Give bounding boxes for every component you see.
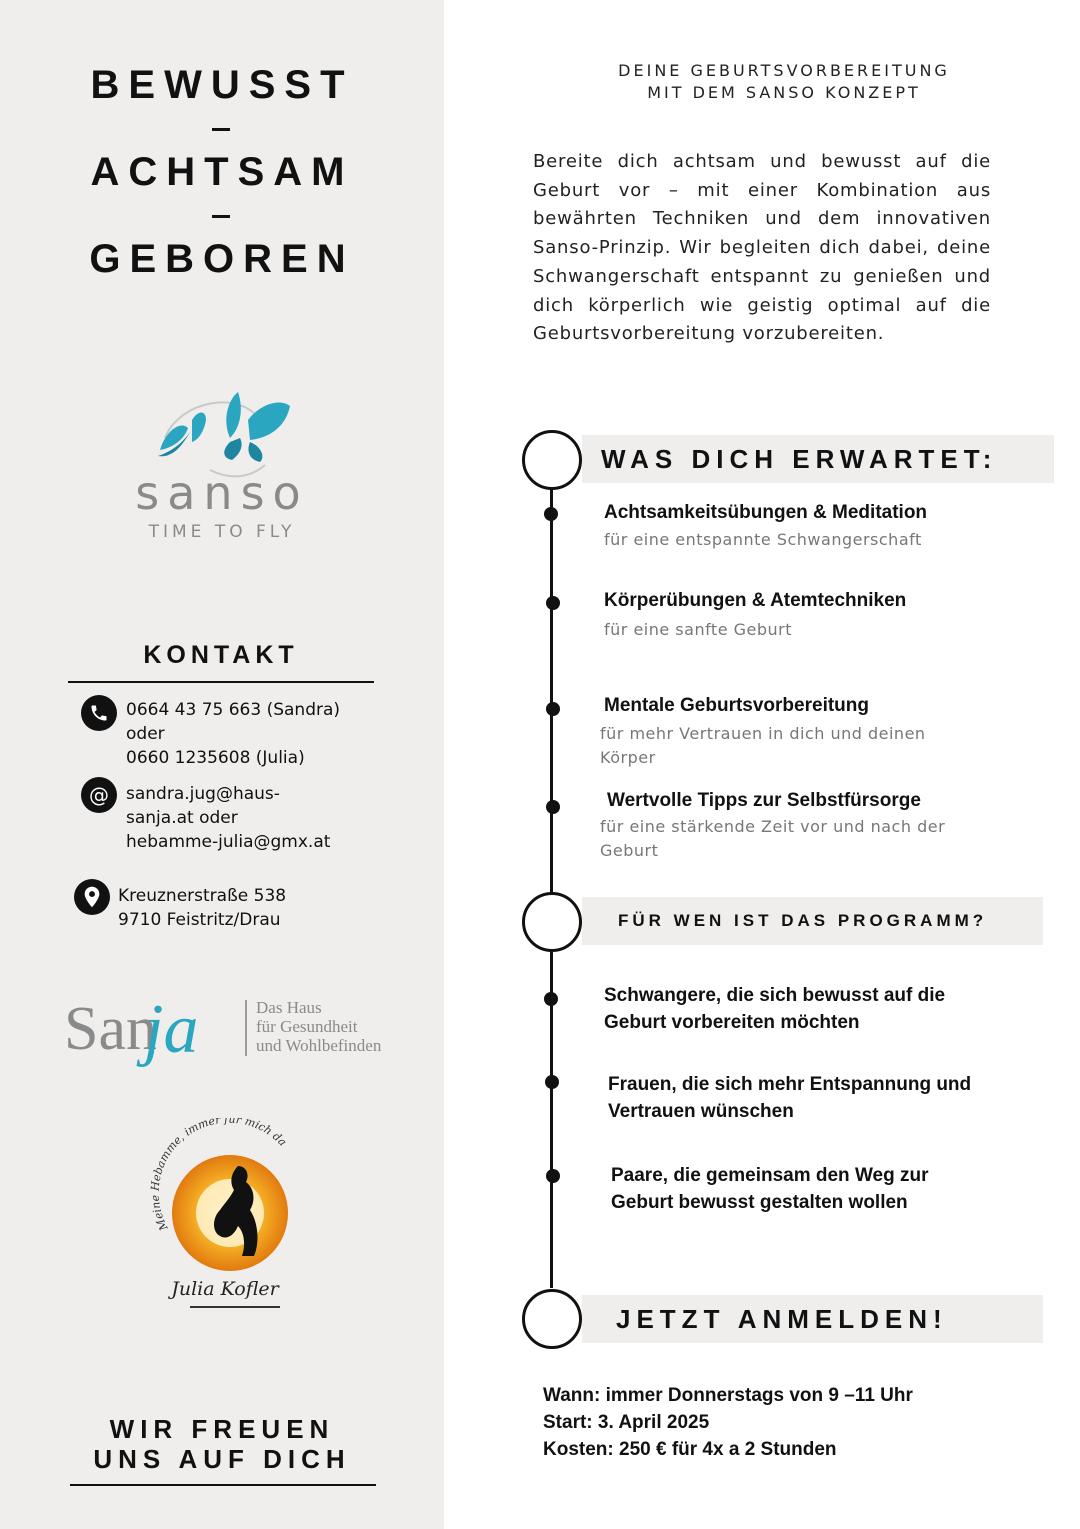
timeline-dot — [546, 1169, 560, 1183]
registration-info — [543, 1382, 913, 1463]
audience-item: Frauen, die sich mehr Entspannung und Vertrauen wünschen — [608, 1074, 972, 1122]
item-subtitle: für eine sanfte Geburt — [604, 620, 793, 639]
sanja-word-blue: ja — [144, 991, 199, 1068]
closing-divider — [70, 1484, 376, 1486]
phone-icon — [81, 695, 117, 731]
sanja-divider — [245, 1000, 247, 1056]
audience-item: Schwangere, die sich bewusst auf die Geburt vorbereiten möchten — [604, 985, 946, 1033]
sanja-text — [256, 998, 381, 1055]
subheading — [520, 60, 1048, 104]
info-when: Wann: immer Donnerstags von 9 –11 Uhr — [543, 1385, 913, 1406]
location-pin-icon — [74, 879, 110, 915]
audience-item: Paare, die gemeinsam den Weg zur Geburt bewusst gestalten wollen — [611, 1165, 929, 1213]
timeline-dot — [546, 800, 560, 814]
intro-paragraph: Bereite dich achtsam und bewusst auf die Geburt vor – mit einer Kombination aus bewährten Techniken und dem innovativen Sanso-Prinzip. Wir begleiten dich dabei, deine Schwangerschaft entspannt zu genießen und dich körperlich wie geistig optimal auf die Geburtsvorbereitung vorzubereiten. — [533, 151, 991, 345]
info-start: Start: 3. April 2025 — [543, 1412, 710, 1433]
sanja-word-gray: San — [64, 995, 157, 1063]
sanja-text-line: Das Haus — [256, 998, 322, 1017]
email-line[interactable]: sanja.at oder — [126, 808, 238, 828]
timeline-circle — [522, 1289, 582, 1349]
item-subtitle: für eine stärkende Zeit vor und nach der Geburt — [600, 817, 946, 860]
kofler-sun-mother-icon — [150, 1118, 300, 1288]
address-street: Kreuznerstraße 538 — [118, 886, 287, 906]
headline-achtsam: ACHTSAM — [90, 150, 354, 194]
kontakt-title: KONTAKT — [143, 641, 299, 669]
email-icon: @ — [81, 777, 117, 813]
item-subtitle: für mehr Vertrauen in dich und deinen Körper — [600, 724, 926, 767]
address-block — [118, 884, 286, 932]
timeline-dot — [544, 992, 558, 1006]
phone-block — [126, 698, 340, 770]
section-banner-anmelden[interactable]: JETZT ANMELDEN! — [582, 1295, 1043, 1343]
timeline-dot — [546, 596, 560, 610]
info-cost: Kosten: 250 € für 4x a 2 Stunden — [543, 1439, 837, 1460]
sanja-logo — [64, 990, 404, 1080]
timeline-circle — [522, 892, 582, 952]
timeline-dot — [546, 702, 560, 716]
sanja-text-line: und Wohlbefinden — [256, 1036, 382, 1055]
email-block[interactable] — [126, 782, 330, 854]
item-title: Achtsamkeitsübungen & Meditation — [604, 502, 928, 523]
phone-sandra-link[interactable]: 0664 43 75 663 (Sandra) — [126, 700, 341, 720]
headline-dash — [212, 215, 230, 218]
kofler-signature-underline — [190, 1306, 280, 1308]
section-banner-fuer-wen: FÜR WEN IST DAS PROGRAMM? — [582, 897, 1043, 945]
subheading-line: MIT DEM SANSO KONZEPT — [647, 83, 921, 102]
kontakt-divider — [68, 681, 374, 683]
closing-message — [0, 1414, 444, 1474]
kofler-signature: Julia Kofler — [171, 1278, 279, 1300]
closing-line: WIR FREUEN — [109, 1414, 335, 1444]
left-sidebar — [0, 0, 444, 1529]
address-city: 9710 Feistritz/Drau — [118, 910, 281, 930]
phone-julia-link[interactable]: 0660 1235608 (Julia) — [126, 748, 305, 768]
headline-bewusst: BEWUSST — [90, 63, 354, 107]
item-title: Wertvolle Tipps zur Selbstfürsorge — [607, 790, 921, 811]
headline-geboren: GEBOREN — [89, 237, 355, 281]
sanja-text-line: für Gesundheit — [256, 1017, 358, 1036]
kofler-arc-text: Mein ebamme, immer für mich da — [150, 1118, 290, 1233]
subheading-line: DEINE GEBURTSVORBEREITUNG — [618, 61, 950, 80]
item-subtitle: für eine entspannte Schwangerschaft — [604, 530, 922, 549]
sanso-tagline: TIME TO FLY — [148, 522, 296, 542]
email-line[interactable]: sandra.jug@haus- — [126, 784, 280, 804]
sanso-wordmark: sanso — [135, 466, 309, 520]
closing-line: UNS AUF DICH — [93, 1444, 351, 1474]
timeline-dot — [544, 507, 558, 521]
kofler-logo — [150, 1118, 300, 1318]
timeline-dot — [545, 1075, 559, 1089]
section-banner-erwartet: WAS DICH ERWARTET: — [582, 435, 1054, 483]
item-title: Körperübungen & Atemtechniken — [604, 590, 907, 611]
timeline-circle — [522, 430, 582, 490]
item-title: Mentale Geburtsvorbereitung — [604, 695, 869, 716]
headline-dash — [212, 128, 230, 131]
email-line[interactable]: hebamme-julia@gmx.at — [126, 832, 331, 852]
phone-or-text: oder — [126, 724, 165, 744]
